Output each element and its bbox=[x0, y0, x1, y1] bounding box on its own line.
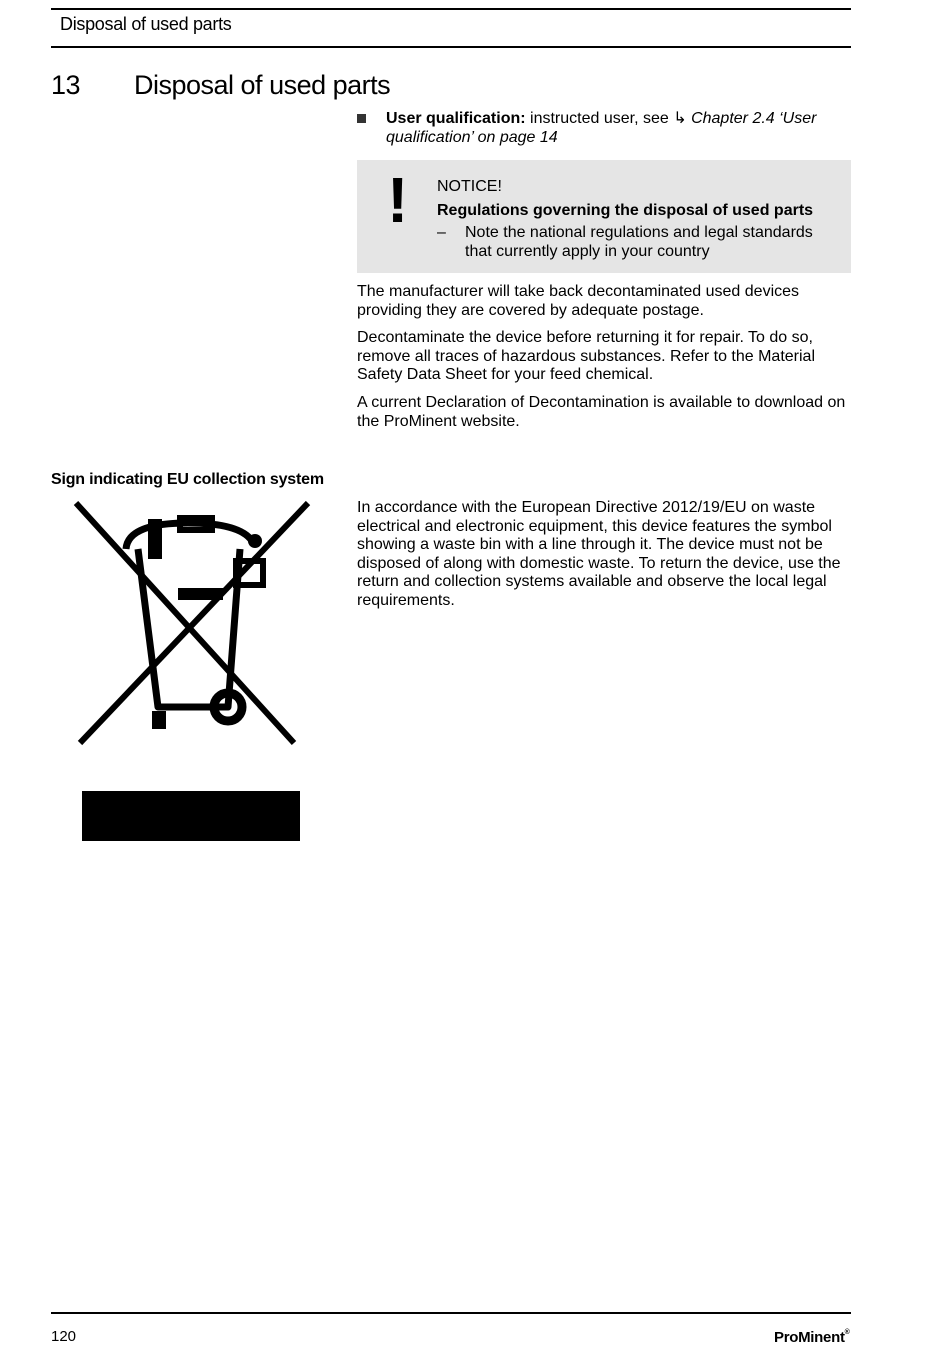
eu-directive-text: In accordance with the European Directive 2012/19/EU on waste electrical and electronic equipment, this device features the symbol showing a waste bin with a line through it. The device must not be disposed of along with domestic waste. To return the device, use the return and collection systems available and observe the local legal requirements. bbox=[357, 499, 841, 609]
header-top-rule bbox=[51, 8, 851, 10]
square-bullet-icon bbox=[357, 114, 366, 123]
reference-arrow-icon: ↳ bbox=[673, 110, 687, 127]
notice-heading: NOTICE! bbox=[437, 178, 502, 195]
footer-rule bbox=[51, 1312, 851, 1314]
logo-text-minent: Minent bbox=[798, 1329, 845, 1346]
prominent-logo bbox=[774, 1329, 850, 1346]
paragraph-declaration: A current Declaration of Decontamination is available to download on the ProMinent website. bbox=[357, 394, 846, 430]
eu-collection-heading: Sign indicating EU collection system bbox=[51, 471, 324, 488]
crossed-out-wheelie-bin-icon bbox=[68, 497, 318, 847]
paragraph-decontaminate: Decontaminate the device before returning it for repair. To do so, remove all traces of hazardous substances. Refer to the Material Safety Data Sheet for your feed chemical. bbox=[357, 329, 815, 383]
chapter-reference-link[interactable]: Chapter 2.4 ‘User qualification’ on page 14 bbox=[386, 110, 817, 146]
running-header-title: Disposal of used parts bbox=[60, 14, 232, 34]
page-number: 120 bbox=[51, 1328, 77, 1345]
notice-item-text: Note the national regulations and legal standards that currently apply in your country bbox=[465, 224, 813, 260]
chapter-number: 13 bbox=[51, 70, 81, 100]
exclamation-icon: ! bbox=[387, 164, 409, 236]
notice-box bbox=[357, 160, 851, 273]
qualification-label: User qualification: bbox=[386, 110, 526, 127]
dash-bullet: – bbox=[437, 224, 446, 241]
paragraph-take-back: The manufacturer will take back decontaminated used devices providing they are covered by adequate postage. bbox=[357, 283, 800, 319]
notice-subheading: Regulations governing the disposal of used parts bbox=[437, 201, 814, 219]
chapter-title: Disposal of used parts bbox=[134, 70, 391, 100]
chapter-heading bbox=[51, 70, 390, 101]
qualification-text: instructed user, see bbox=[525, 110, 674, 127]
notice-list-item bbox=[437, 224, 837, 261]
registered-mark: ® bbox=[844, 1329, 850, 1336]
user-qualification-item bbox=[357, 110, 847, 147]
header-bottom-rule bbox=[51, 46, 851, 48]
logo-text-pro: Pro bbox=[774, 1329, 799, 1346]
